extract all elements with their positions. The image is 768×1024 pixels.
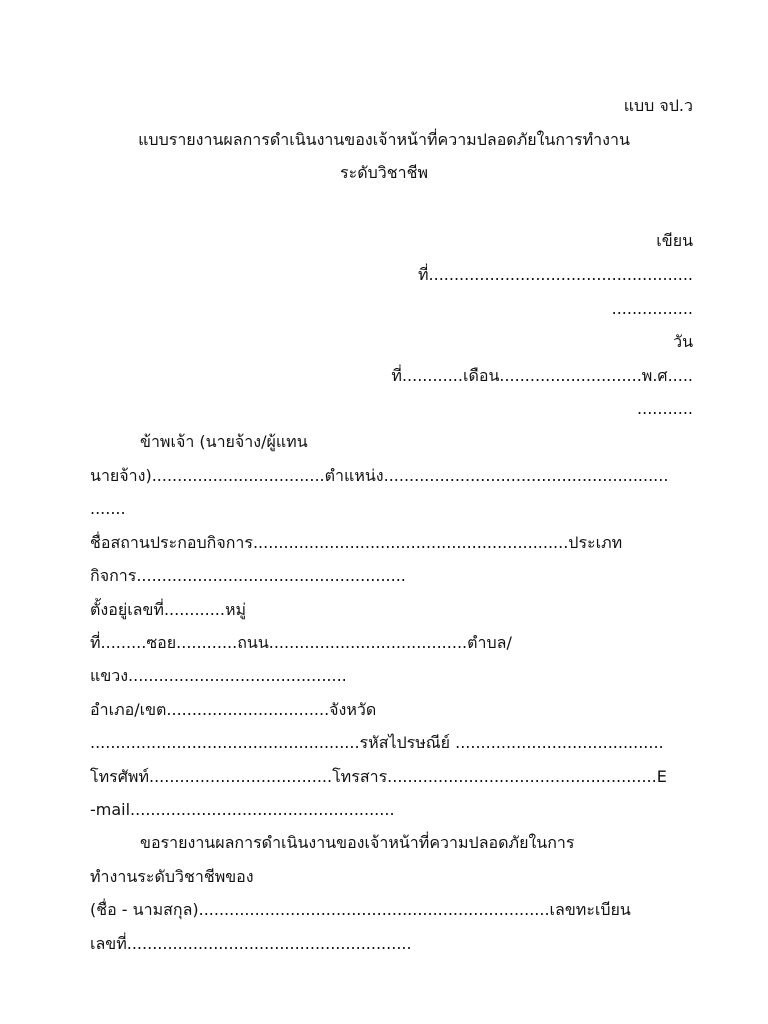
written-at-label: เขียน: [656, 231, 693, 250]
body-line-16: เลขที่........................................................: [90, 934, 412, 953]
body-line-10: .....................................................รหัสไปรษณีย์ .........................................: [90, 733, 664, 752]
form-code: แบบ จป.ว: [623, 96, 693, 115]
body-line-3: .......: [90, 499, 126, 518]
body-line-11: โทรศัพท์....................................โทรสาร.....................................................E: [90, 767, 667, 786]
body-line-6: ตั้งอยู่เลขที่............หมู่: [90, 600, 247, 619]
body-line-4: ชื่อสถานประกอบกิจการ..............................................................ประเภท: [90, 533, 623, 552]
date-line: ที่............เดือน............................พ.ศ.....: [391, 366, 693, 385]
body-line-13: ขอรายงานผลการดำเนินงานของเจ้าหน้าที่ความปลอดภัยในการ: [140, 833, 575, 852]
date-label: วัน: [673, 332, 693, 351]
body-line-5: กิจการ.....................................................: [90, 566, 406, 585]
body-line-14: ทำงานระดับวิชาชีพของ: [90, 867, 254, 886]
body-line-1: ข้าพเจ้า (นายจ้าง/ผู้แทน: [140, 432, 308, 451]
body-line-9: อำเภอ/เขต................................จังหวัด: [90, 700, 377, 719]
body-line-12: -mail....................................................: [90, 800, 395, 819]
body-line-7: ที่.........ซอย............ถนน.......................................ตำบล/: [90, 633, 512, 652]
body-line-8: แขวง...........................................: [90, 666, 347, 685]
body-line-15: (ชื่อ - นามสกุล).....................................................................เลขทะเบียน: [90, 900, 631, 919]
body-line-2: นายจ้าง)..................................ตำแหน่ง........................................................: [90, 466, 669, 485]
form-title: แบบรายงานผลการดำเนินงานของเจ้าหน้าที่ความปลอดภัยในการทำงาน: [138, 130, 630, 149]
written-at-line: ที่....................................................: [417, 265, 693, 284]
form-subtitle: ระดับวิชาชีพ: [340, 163, 428, 182]
date-line-cont: ...........: [637, 399, 693, 418]
written-at-line-cont: ................: [611, 299, 693, 318]
